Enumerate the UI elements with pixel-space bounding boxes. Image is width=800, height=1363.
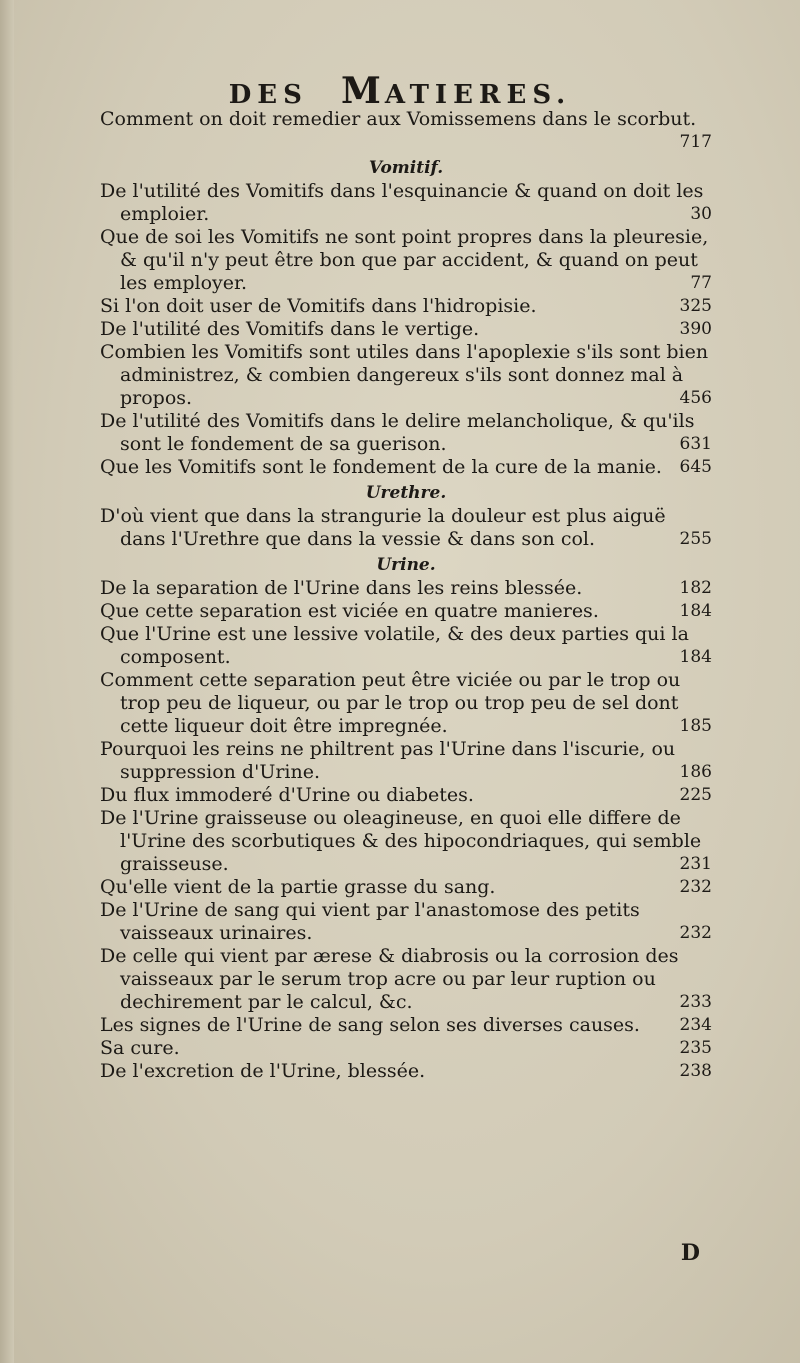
entry-page-number: 232	[679, 877, 712, 897]
entry-page-number: 234	[679, 1015, 712, 1035]
entry-page-number: 238	[679, 1061, 712, 1081]
entry-page-number: 717	[679, 132, 712, 152]
entry-page-number: 233	[679, 992, 712, 1012]
entry-text: D'où vient que dans la strangurie la douleur est plus aiguë dans l'Urethre que dans la vessie & dans son col.	[100, 505, 666, 550]
index-entry	[100, 410, 712, 456]
index-entry	[100, 505, 712, 551]
index-entry	[100, 876, 712, 899]
entry-text: De l'Urine de sang qui vient par l'anastomose des petits vaisseaux urinaires.	[100, 899, 640, 944]
entry-text: De l'Urine graisseuse ou oleagineuse, en quoi elle differe de l'Urine des scorbutiques & des hipocondriaques, qui semble graisseuse.	[100, 807, 702, 875]
page-edge	[0, 0, 14, 1363]
index-entry	[100, 807, 712, 876]
running-header	[0, 70, 800, 112]
entry-page-number: 232	[679, 923, 712, 943]
entry-page-number: 456	[679, 388, 712, 408]
entry-text: Que l'Urine est une lessive volatile, & des deux parties qui la composent.	[100, 623, 689, 668]
entry-text: De l'utilité des Vomitifs dans le vertige.	[100, 318, 480, 340]
entry-text: Qu'elle vient de la partie grasse du sang.	[100, 876, 496, 898]
entry-text: Les signes de l'Urine de sang selon ses diverses causes.	[100, 1014, 640, 1036]
index-entry	[100, 577, 712, 600]
entry-text: De l'utilité des Vomitifs dans l'esquinancie & quand on doit les emploier.	[100, 180, 704, 225]
entry-text: Combien les Vomitifs sont utiles dans l'apoplexie s'ils sont bien administrez, & combien dangereux s'ils sont donnez mal à propos.	[100, 341, 709, 409]
entry-page-number: 77	[690, 273, 712, 293]
entry-page-number: 631	[679, 434, 712, 454]
signature-mark: D	[680, 1240, 700, 1266]
index-entry	[100, 899, 712, 945]
entry-text: Que de soi les Vomitifs ne sont point propres dans la pleuresie, & qu'il n'y peut être bon que par accident, & quand on peut les employer.	[100, 226, 709, 294]
index-entry	[100, 456, 712, 479]
header-matieres-cap: M	[340, 70, 385, 112]
entry-page-number: 185	[679, 716, 712, 736]
index-entry	[100, 295, 712, 318]
entry-page-number: 184	[679, 601, 712, 621]
entry-text: Du flux immoderé d'Urine ou diabetes.	[100, 784, 474, 806]
index-entry	[100, 1037, 712, 1060]
entry-page-number: 231	[679, 854, 712, 874]
entry-page-number: 182	[679, 578, 712, 598]
index-entry	[100, 600, 712, 623]
entry-text: Sa cure.	[100, 1037, 180, 1059]
index-entry	[100, 1014, 712, 1037]
index-entry	[100, 318, 712, 341]
header-matieres-rest: ATIERES.	[384, 80, 572, 110]
entry-page-number: 225	[679, 785, 712, 805]
entry-page-number: 645	[679, 457, 712, 477]
entry-text: De l'utilité des Vomitifs dans le delire melancholique, & qu'ils sont le fondement de sa guerison.	[100, 410, 695, 455]
index-entry	[100, 108, 712, 154]
index-entry	[100, 945, 712, 1014]
index-entry	[100, 623, 712, 669]
entry-text: Que les Vomitifs sont le fondement de la cure de la manie.	[100, 456, 662, 478]
section-heading: Urethre.	[365, 483, 447, 503]
entry-text: De celle qui vient par ærese & diabrosis ou la corrosion des vaisseaux par le serum trop acre ou par leur ruption ou dechirement par le calcul, &c.	[100, 945, 679, 1013]
index-entry	[100, 738, 712, 784]
entry-page-number: 255	[679, 529, 712, 549]
entry-page-number: 184	[679, 647, 712, 667]
index-entry	[100, 180, 712, 226]
index-entry	[100, 1060, 712, 1083]
entry-page-number: 30	[690, 204, 712, 224]
index-entry	[100, 784, 712, 807]
section-heading: Urine.	[376, 555, 436, 575]
entry-text: Comment on doit remedier aux Vomissemens dans le scorbut.	[100, 108, 697, 130]
entry-page-number: 390	[679, 319, 712, 339]
entry-text: De l'excretion de l'Urine, blessée.	[100, 1060, 426, 1082]
entry-text: De la separation de l'Urine dans les reins blessée.	[100, 577, 583, 599]
entry-text: Pourquoi les reins ne philtrent pas l'Urine dans l'iscurie, ou suppression d'Urine.	[100, 738, 676, 783]
index-entry	[100, 226, 712, 295]
index-entry	[100, 669, 712, 738]
entry-page-number: 235	[679, 1038, 712, 1058]
header-des: DES	[228, 80, 308, 110]
index-content	[100, 108, 712, 1083]
entry-text: Que cette separation est viciée en quatre manieres.	[100, 600, 599, 622]
entry-text: Comment cette separation peut être viciée ou par le trop ou trop peu de liqueur, ou par le trop ou trop peu de sel dont cette liqueur doit être impregnée.	[100, 669, 681, 737]
entry-page-number: 186	[679, 762, 712, 782]
index-entry	[100, 341, 712, 410]
section-heading: Vomitif.	[368, 158, 444, 178]
entry-text: Si l'on doit user de Vomitifs dans l'hidropisie.	[100, 295, 537, 317]
entry-page-number: 325	[679, 296, 712, 316]
